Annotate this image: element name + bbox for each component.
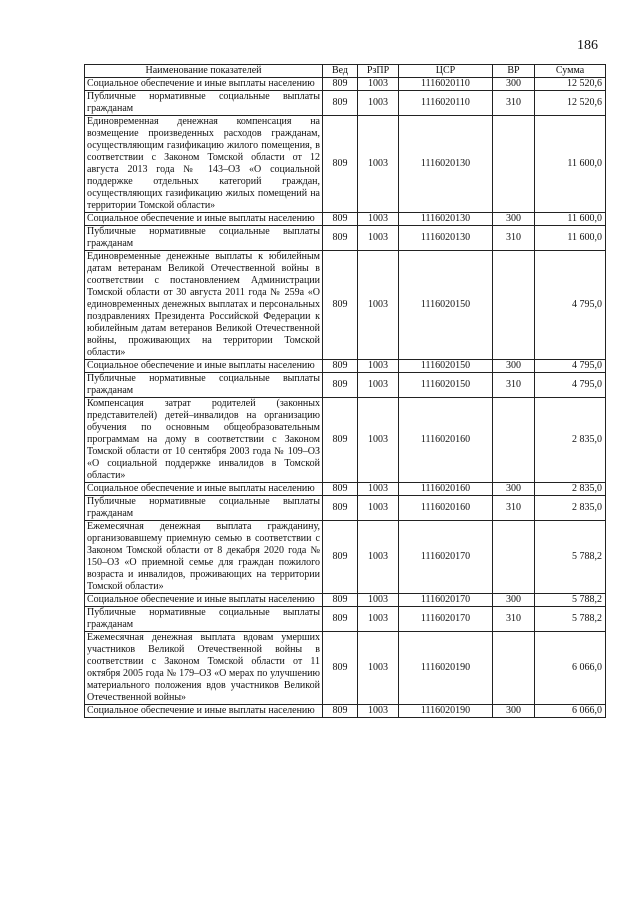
row-sum: 4 795,0: [535, 360, 606, 373]
row-sum: 2 835,0: [535, 483, 606, 496]
row-name: Ежемесячная денежная выплата вдовам умерших участников Великой Отечественной войны в соответствии с Законом Томской области от 11 октября 2005 года № 179–ОЗ «О мерах по улучшению материального положения вдов участников Великой Отечественной войны»: [85, 632, 323, 705]
table-body: [85, 78, 606, 718]
row-sum: 11 600,0: [535, 213, 606, 226]
row-csr: 1116020170: [399, 607, 493, 632]
row-rzpr: 1003: [358, 373, 399, 398]
row-csr: 1116020160: [399, 483, 493, 496]
row-rzpr: 1003: [358, 496, 399, 521]
row-vr: 310: [493, 91, 535, 116]
row-name: Социальное обеспечение и иные выплаты населению: [85, 705, 323, 718]
table-row: [85, 226, 606, 251]
row-sum: 5 788,2: [535, 521, 606, 594]
table-row: [85, 607, 606, 632]
row-name: Публичные нормативные социальные выплаты гражданам: [85, 226, 323, 251]
row-name: Компенсация затрат родителей (законных представителей) детей–инвалидов на организацию обучения по основным общеобразовательным программам на дому в соответствии с Законом Томской области от 10 сентября 2003 года № 109–ОЗ «О социальной поддержке инвалидов в Томской области»: [85, 398, 323, 483]
row-name: Ежемесячная денежная выплата гражданину, организовавшему приемную семью в соответствии с Законом Томской области от 8 декабря 2020 года № 150–ОЗ «О приемной семье для граждан пожилого возраста и инвалидов, проживающих на территории Томской области»: [85, 521, 323, 594]
row-csr: 1116020110: [399, 91, 493, 116]
row-csr: 1116020170: [399, 521, 493, 594]
table-row: [85, 373, 606, 398]
row-sum: 2 835,0: [535, 496, 606, 521]
table-row: [85, 632, 606, 705]
row-rzpr: 1003: [358, 213, 399, 226]
row-ved: 809: [323, 632, 358, 705]
row-sum: 4 795,0: [535, 251, 606, 360]
row-rzpr: 1003: [358, 594, 399, 607]
table-row: [85, 398, 606, 483]
table-row: [85, 116, 606, 213]
header-name: Наименование показателей: [85, 65, 323, 78]
row-ved: 809: [323, 483, 358, 496]
row-vr: 300: [493, 360, 535, 373]
row-sum: 11 600,0: [535, 116, 606, 213]
row-ved: 809: [323, 78, 358, 91]
row-name: Публичные нормативные социальные выплаты гражданам: [85, 607, 323, 632]
row-sum: 12 520,6: [535, 91, 606, 116]
row-ved: 809: [323, 594, 358, 607]
row-ved: 809: [323, 213, 358, 226]
header-ved: Вед: [323, 65, 358, 78]
row-vr: 310: [493, 607, 535, 632]
row-vr: 300: [493, 213, 535, 226]
row-ved: 809: [323, 360, 358, 373]
row-name: Единовременная денежная компенсация на возмещение произведенных расходов гражданам, осуществляющим газификацию жилого помещения, в соответствии с Законом Томской области от 12 августа 2013 года № 143–ОЗ «О социальной поддержке отдельных категорий граждан, осуществляющих газификацию жилых помещений на территории Томской области»: [85, 116, 323, 213]
row-ved: 809: [323, 373, 358, 398]
row-rzpr: 1003: [358, 521, 399, 594]
row-ved: 809: [323, 251, 358, 360]
row-vr: [493, 251, 535, 360]
row-name: Публичные нормативные социальные выплаты гражданам: [85, 373, 323, 398]
row-sum: 12 520,6: [535, 78, 606, 91]
row-name: Социальное обеспечение и иные выплаты населению: [85, 594, 323, 607]
row-name: Публичные нормативные социальные выплаты гражданам: [85, 496, 323, 521]
header-csr: ЦСР: [399, 65, 493, 78]
row-ved: 809: [323, 607, 358, 632]
row-vr: 300: [493, 483, 535, 496]
row-csr: 1116020130: [399, 116, 493, 213]
row-rzpr: 1003: [358, 78, 399, 91]
row-vr: 300: [493, 594, 535, 607]
row-csr: 1116020130: [399, 213, 493, 226]
row-csr: 1116020170: [399, 594, 493, 607]
row-name: Социальное обеспечение и иные выплаты населению: [85, 360, 323, 373]
row-vr: 300: [493, 78, 535, 91]
row-rzpr: 1003: [358, 607, 399, 632]
row-rzpr: 1003: [358, 705, 399, 718]
row-rzpr: 1003: [358, 91, 399, 116]
row-sum: 5 788,2: [535, 594, 606, 607]
row-vr: 300: [493, 705, 535, 718]
row-ved: 809: [323, 226, 358, 251]
row-vr: [493, 116, 535, 213]
row-ved: 809: [323, 398, 358, 483]
header-sum: Сумма: [535, 65, 606, 78]
row-name: Социальное обеспечение и иные выплаты населению: [85, 213, 323, 226]
row-name: Единовременные денежные выплаты к юбилейным датам ветеранам Великой Отечественной войны в соответствии с постановлением Администрации Томской области от 30 августа 2011 года № 259а «О единовременных денежных выплатах и персональных поздравлениях Президента Российской Федерации к юбилейным датам ветеранов Великой Отечественной войны, проживающих на территории Томской области»: [85, 251, 323, 360]
row-rzpr: 1003: [358, 632, 399, 705]
row-vr: 310: [493, 373, 535, 398]
row-name: Социальное обеспечение и иные выплаты населению: [85, 483, 323, 496]
header-vr: ВР: [493, 65, 535, 78]
table-row: [85, 705, 606, 718]
row-ved: 809: [323, 91, 358, 116]
row-csr: 1116020160: [399, 398, 493, 483]
row-rzpr: 1003: [358, 360, 399, 373]
row-sum: 6 066,0: [535, 705, 606, 718]
row-rzpr: 1003: [358, 398, 399, 483]
table-header-row: [85, 65, 606, 78]
table-row: [85, 483, 606, 496]
row-csr: 1116020130: [399, 226, 493, 251]
page-number: 186: [577, 38, 598, 53]
row-sum: 6 066,0: [535, 632, 606, 705]
row-vr: [493, 632, 535, 705]
row-csr: 1116020190: [399, 632, 493, 705]
row-sum: 5 788,2: [535, 607, 606, 632]
row-rzpr: 1003: [358, 226, 399, 251]
row-name: Публичные нормативные социальные выплаты гражданам: [85, 91, 323, 116]
row-vr: [493, 398, 535, 483]
row-vr: [493, 521, 535, 594]
row-ved: 809: [323, 705, 358, 718]
row-ved: 809: [323, 496, 358, 521]
table-row: [85, 521, 606, 594]
table-row: [85, 594, 606, 607]
row-csr: 1116020160: [399, 496, 493, 521]
row-rzpr: 1003: [358, 483, 399, 496]
row-sum: 11 600,0: [535, 226, 606, 251]
row-vr: 310: [493, 496, 535, 521]
row-vr: 310: [493, 226, 535, 251]
table-row: [85, 213, 606, 226]
table-row: [85, 496, 606, 521]
row-rzpr: 1003: [358, 116, 399, 213]
row-csr: 1116020150: [399, 373, 493, 398]
row-sum: 4 795,0: [535, 373, 606, 398]
table-row: [85, 91, 606, 116]
row-csr: 1116020150: [399, 360, 493, 373]
row-csr: 1116020150: [399, 251, 493, 360]
table-row: [85, 360, 606, 373]
row-csr: 1116020110: [399, 78, 493, 91]
table-row: [85, 251, 606, 360]
row-sum: 2 835,0: [535, 398, 606, 483]
row-ved: 809: [323, 521, 358, 594]
table-row: [85, 78, 606, 91]
header-rzpr: РзПР: [358, 65, 399, 78]
row-name: Социальное обеспечение и иные выплаты населению: [85, 78, 323, 91]
row-rzpr: 1003: [358, 251, 399, 360]
row-csr: 1116020190: [399, 705, 493, 718]
budget-table: [84, 64, 606, 718]
row-ved: 809: [323, 116, 358, 213]
